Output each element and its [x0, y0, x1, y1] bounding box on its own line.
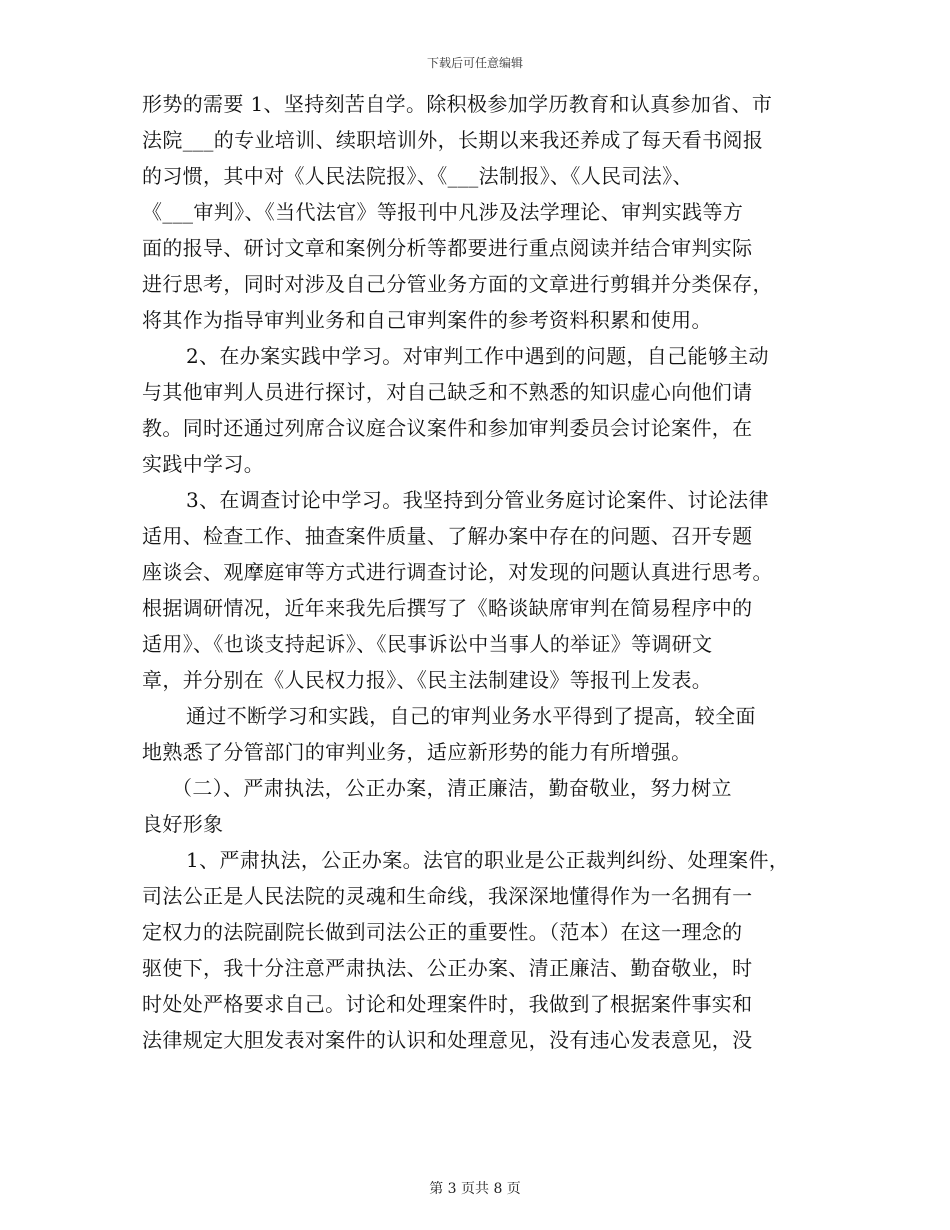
text-line: 司法公正是人民法院的灵魂和生命线，我深深地懂得作为一名拥有一	[142, 884, 753, 908]
text-line: 良好形象	[142, 812, 224, 836]
text-line: 地熟悉了分管部门的审判业务，适应新形势的能力有所增强。	[142, 740, 692, 764]
text-line: 适用、检查工作、抽查案件质量、了解办案中存在的问题、召开专题	[142, 524, 753, 548]
text-line: 3、在调查讨论中学习。我坚持到分管业务庭讨论案件、讨论法律	[186, 488, 769, 512]
text-line: 驱使下，我十分注意严肃执法、公正办案、清正廉洁、勤奋敬业，时	[142, 956, 753, 980]
text-line: 2、在办案实践中学习。对审判工作中遇到的问题，自己能够主动	[186, 344, 769, 368]
text-line: 形势的需要 1、坚持刻苦自学。除积极参加学历教育和认真参加省、市	[142, 92, 773, 116]
text-line: （二）、严肃执法，公正办案，清正廉洁，勤奋敬业，努力树立	[172, 776, 732, 800]
text-line: 通过不断学习和实践，自己的审判业务水平得到了提高，较全面	[186, 704, 756, 728]
page-number-footer: 第 3 页共 8 页	[429, 1181, 521, 1197]
text-line: 进行思考，同时对涉及自己分管业务方面的文章进行剪辑并分类保存，	[142, 272, 773, 296]
text-line: 教。同时还通过列席合议庭合议案件和参加审判委员会讨论案件，在	[142, 416, 753, 440]
page-header: 下载后可任意编辑	[426, 56, 523, 70]
text-line: 定权力的法院副院长做到司法公正的重要性。（范本）在这一理念的	[142, 920, 743, 944]
text-line: 适用》、《也谈支持起诉》、《民事诉讼中当事人的举证》等调研文	[142, 632, 713, 656]
text-line: 章，并分别在《人民权力报》、《民主法制建设》等报刊上发表。	[142, 668, 713, 692]
text-line: 《___审判》、《当代法官》等报刊中凡涉及法学理论、审判实践等方	[142, 200, 744, 224]
text-line: 座谈会、观摩庭审等方式进行调查讨论，对发现的问题认真进行思考。	[142, 560, 773, 584]
text-line: 与其他审判人员进行探讨，对自己缺乏和不熟悉的知识虚心向他们请	[142, 380, 753, 404]
text-line: 面的报导、研讨文章和案例分析等都要进行重点阅读并结合审判实际	[142, 236, 753, 260]
text-line: 法院___的专业培训、续职培训外，长期以来我还养成了每天看书阅报	[142, 128, 764, 152]
text-line: 1、严肃执法，公正办案。法官的职业是公正裁判纠纷、处理案件，	[186, 848, 790, 872]
text-line: 法律规定大胆发表对案件的认识和处理意见，没有违心发表意见，没	[142, 1028, 753, 1052]
text-line: 时处处严格要求自己。讨论和处理案件时，我做到了根据案件事实和	[142, 992, 753, 1016]
text-line: 根据调研情况，近年来我先后撰写了《略谈缺席审判在简易程序中的	[142, 596, 753, 620]
text-line: 将其作为指导审判业务和自己审判案件的参考资料积累和使用。	[142, 308, 712, 332]
text-line: 实践中学习。	[142, 452, 265, 476]
text-line: 的习惯，其中对《人民法院报》、《___法制报》、《人民司法》、	[142, 164, 693, 188]
